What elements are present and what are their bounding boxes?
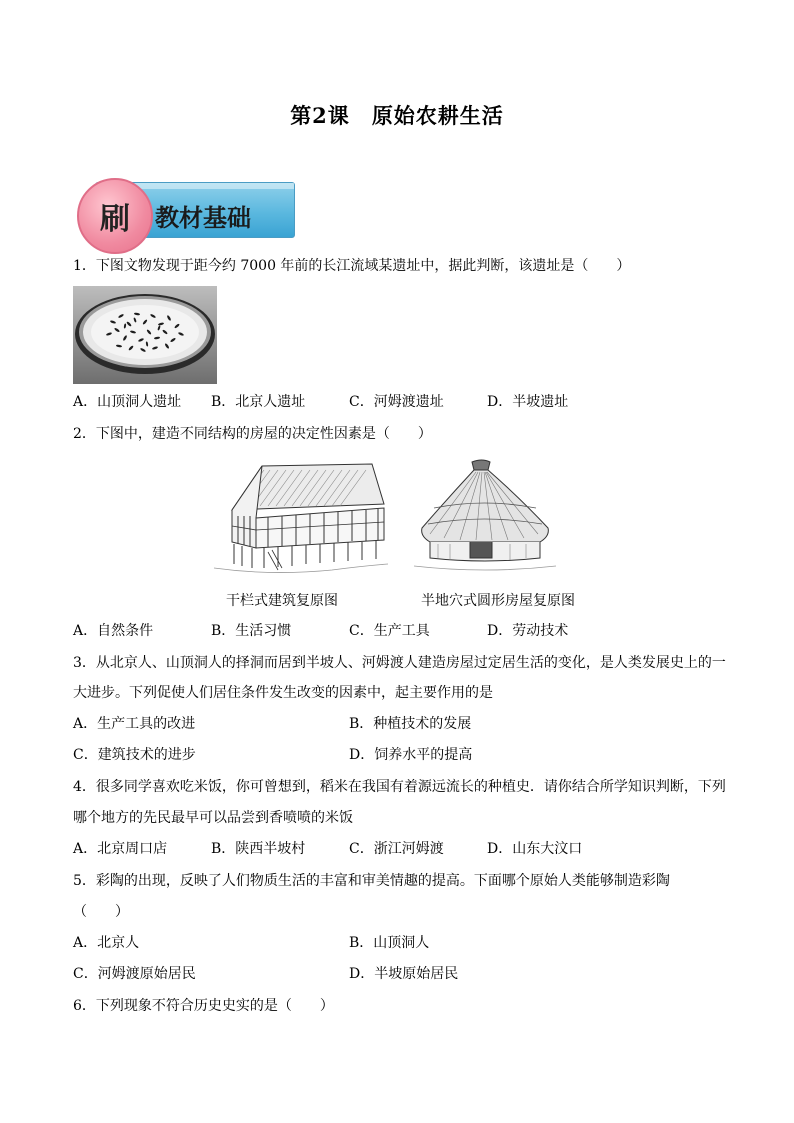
page-title (0, 100, 794, 130)
q1-option-d[interactable]: D．半坡遗址 (487, 394, 569, 410)
q3-stem-line1: 3．从北京人、山顶洞人的择洞而居到半坡人、河姆渡人建造房屋过定居生活的变化，是人类发展史上的一 (73, 655, 726, 671)
q2-option-d[interactable]: D．劳动技术 (487, 623, 569, 639)
q4-option-c[interactable]: C．浙江河姆渡 (349, 841, 444, 857)
q3-option-a[interactable]: A．生产工具的改进 (73, 716, 196, 732)
q1-option-c[interactable]: C．河姆渡遗址 (349, 394, 444, 410)
stilt-house-image (212, 460, 390, 575)
q2-stem: 2．下图中，建造不同结构的房屋的决定性因素是（ ） (73, 426, 432, 442)
q5-option-b[interactable]: B．山顶洞人 (349, 935, 430, 951)
q4-stem-line2: 哪个地方的先民最早可以品尝到香喷喷的米饭 (73, 810, 353, 826)
q1-option-b[interactable]: B．北京人遗址 (211, 394, 306, 410)
q3-option-c[interactable]: C．建筑技术的进步 (73, 747, 196, 763)
q2-option-a[interactable]: A．自然条件 (73, 623, 154, 639)
q3-option-d[interactable]: D．饲养水平的提高 (349, 747, 473, 763)
q5-option-c[interactable]: C．河姆渡原始居民 (73, 966, 196, 982)
q3-option-b[interactable]: B．种植技术的发展 (349, 716, 472, 732)
q1-option-a[interactable]: A．山顶洞人遗址 (73, 394, 182, 410)
q2-option-c[interactable]: C．生产工具 (349, 623, 430, 639)
stilt-house-caption: 干栏式建筑复原图 (226, 593, 338, 609)
q3-stem-line2: 大进步。下列促使人们居住条件发生改变的因素中，起主要作用的是 (73, 685, 493, 701)
banner-label: 教材基础 (155, 204, 251, 232)
q2-option-b[interactable]: B．生活习惯 (211, 623, 292, 639)
lesson-name: 原始农耕生活 (371, 103, 504, 128)
pit-house-image (410, 458, 560, 575)
q5-option-a[interactable]: A．北京人 (73, 935, 140, 951)
lesson-number: 第2课 (290, 103, 350, 128)
q1-stem: 1．下图文物发现于距今约 7000 年前的长江流域某遗址中，据此判断，该遗址是（ ） (73, 258, 631, 274)
pit-house-caption: 半地穴式圆形房屋复原图 (421, 593, 575, 609)
q4-option-d[interactable]: D．山东大汶口 (487, 841, 583, 857)
q5-option-d[interactable]: D．半坡原始居民 (349, 966, 459, 982)
rice-artifact-image (73, 286, 217, 384)
q4-option-a[interactable]: A．北京周口店 (73, 841, 168, 857)
section-banner (73, 178, 297, 240)
q4-stem-line1: 4．很多同学喜欢吃米饭，你可曾想到，稻米在我国有着源远流长的种植史．请你结合所学知识判断，下列 (73, 779, 726, 795)
banner-badge: 刷 (77, 178, 153, 254)
q4-option-b[interactable]: B．陕西半坡村 (211, 841, 306, 857)
q5-stem-line2: （ ） (73, 904, 129, 920)
q5-stem-line1: 5．彩陶的出现，反映了人们物质生活的丰富和审美情趣的提高。下面哪个原始人类能够制造彩陶 (73, 873, 670, 889)
q6-stem: 6．下列现象不符合历史史实的是（ ） (73, 998, 334, 1014)
